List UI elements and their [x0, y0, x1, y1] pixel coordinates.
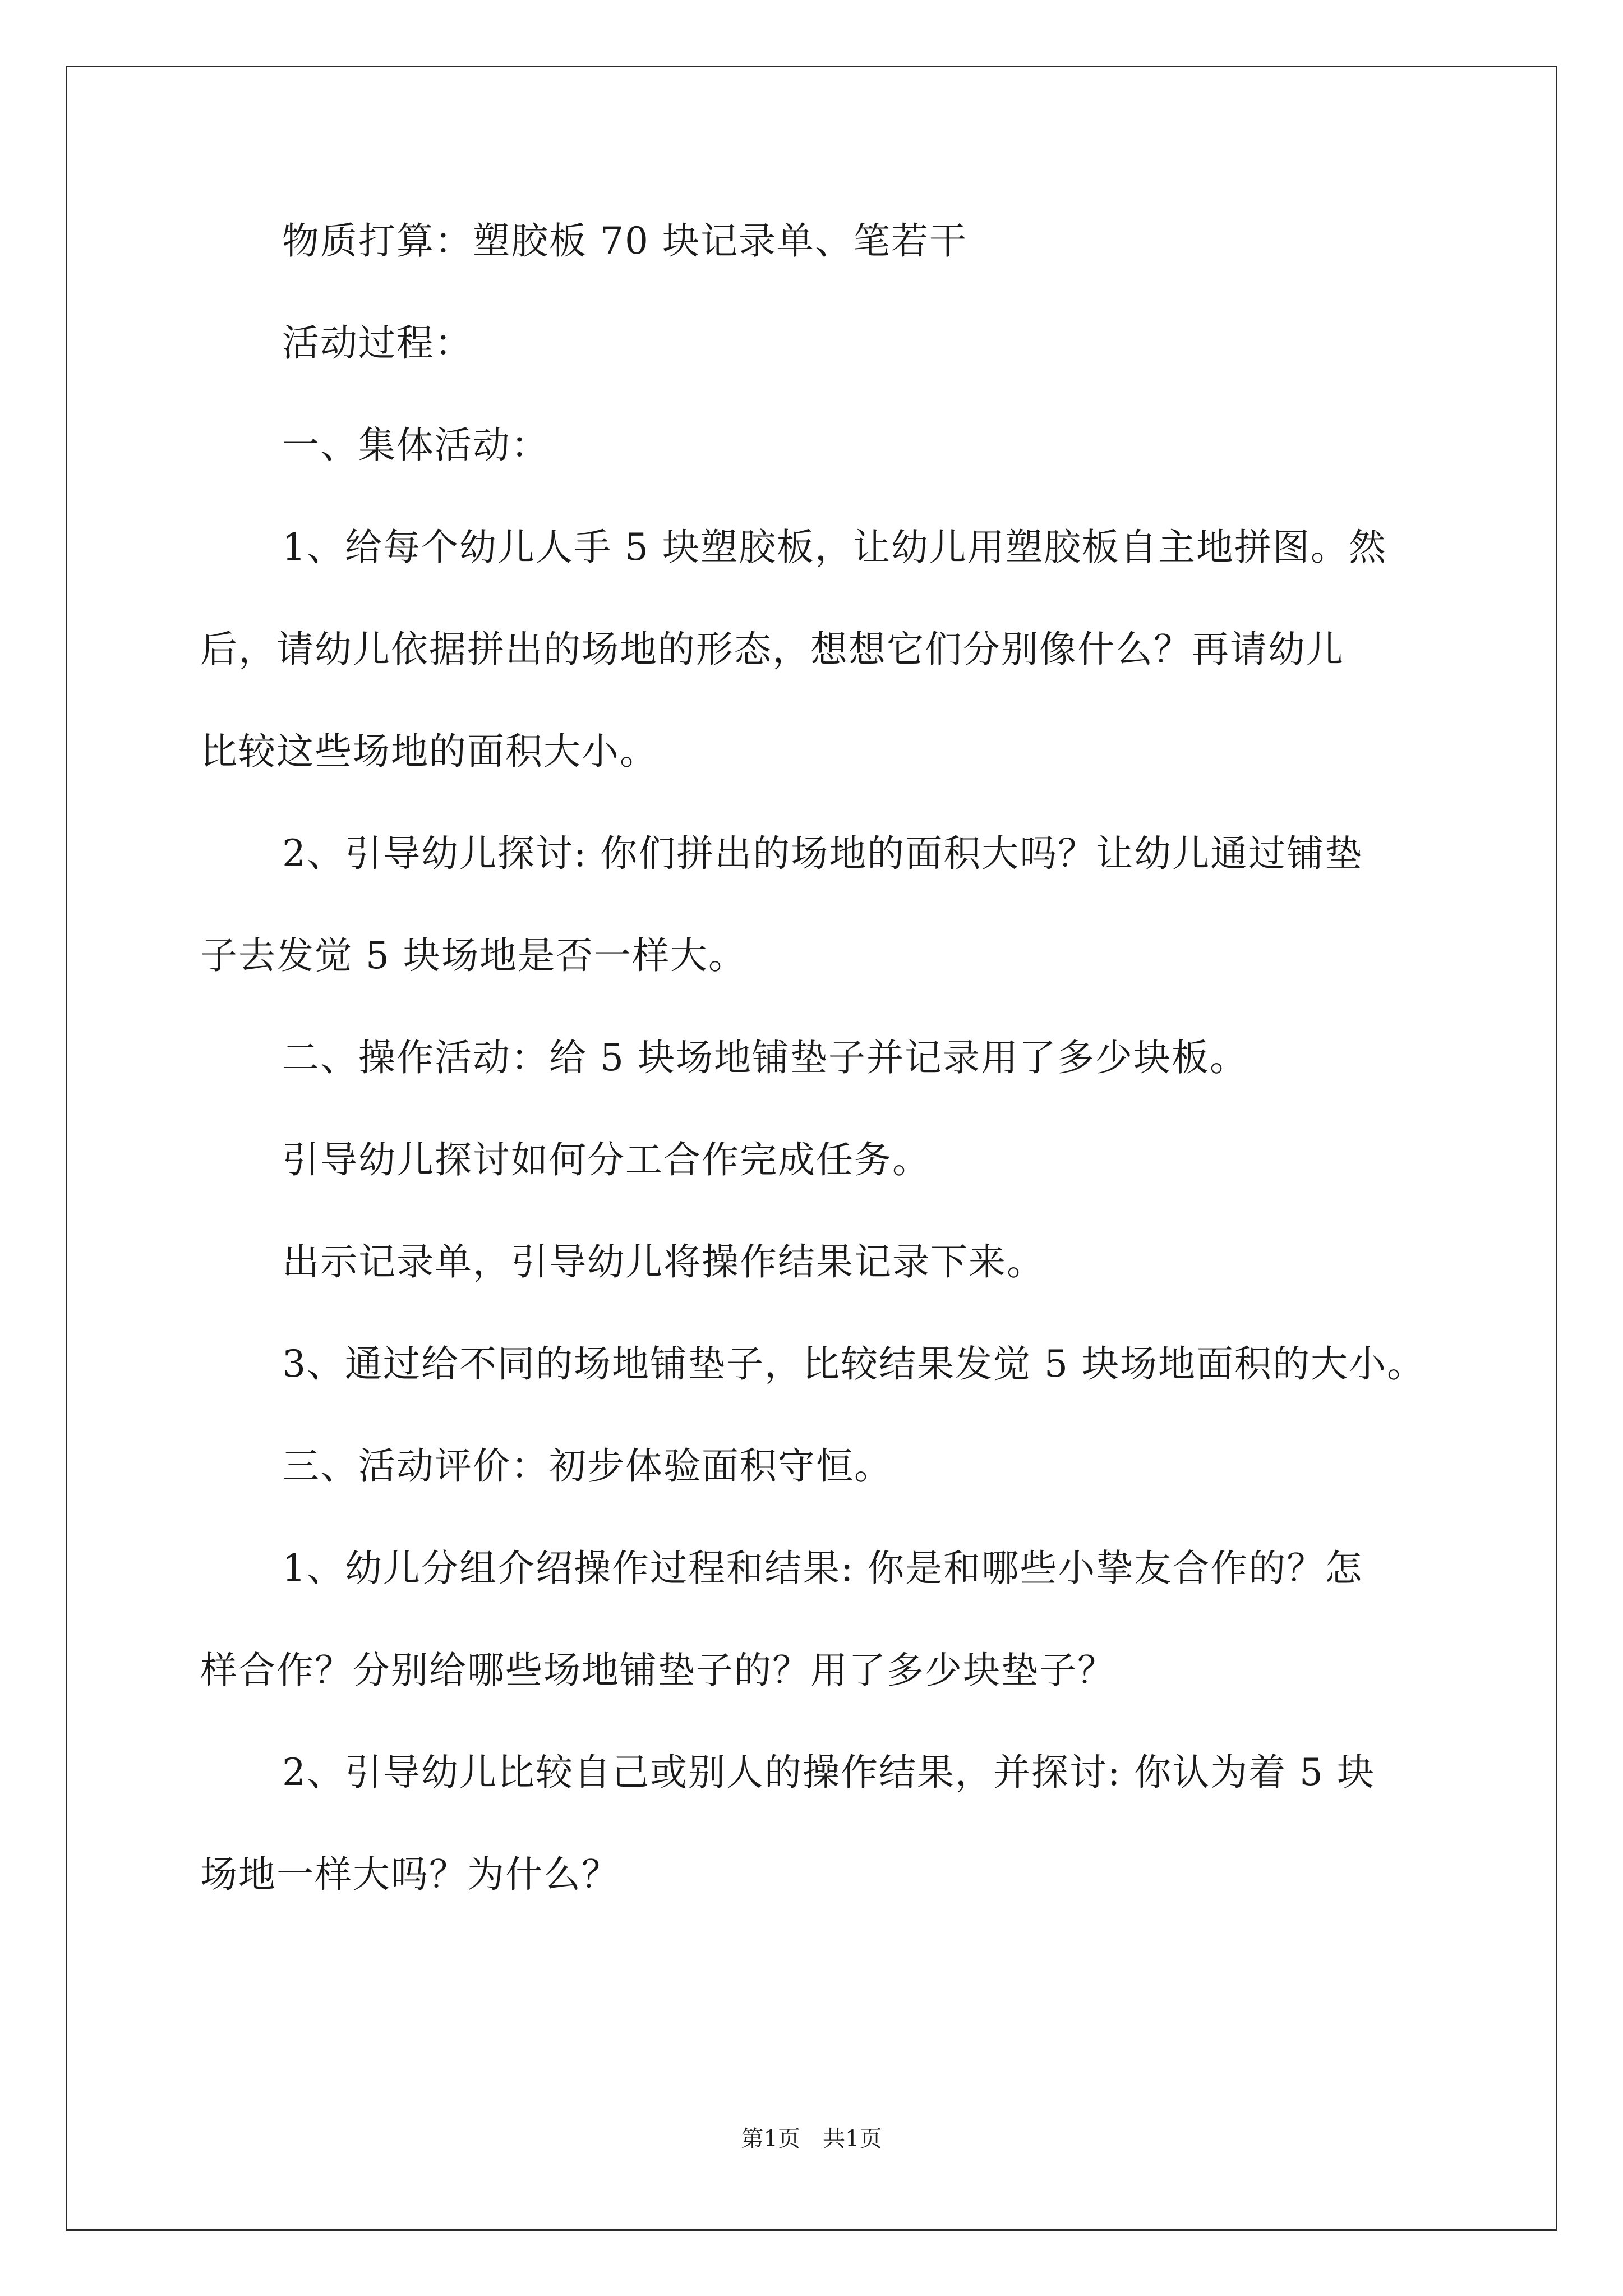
text-line: 样合作？分别给哪些场地铺垫子的？用了多少块垫子？ — [200, 1649, 1115, 1692]
text-line: 后，请幼儿依据拼出的场地的形态，想想它们分别像什么？再请幼儿 — [200, 628, 1344, 671]
text-line: 2、引导幼儿探讨: 你们拼出的场地的面积大吗？让幼儿通过铺垫 — [282, 832, 1363, 875]
text-line: 出示记录单，引导幼儿将操作结果记录下来。 — [282, 1240, 1045, 1283]
text-line: 3、通过给不同的场地铺垫子，比较结果发觉 5 块场地面积的大小。 — [282, 1342, 1425, 1386]
text-line: 2、引导幼儿比较自己或别人的操作结果，并探讨: 你认为着 5 块 — [282, 1751, 1376, 1794]
text-line: 比较这些场地的面积大小。 — [200, 730, 658, 773]
text-line: 场地一样大吗？为什么？ — [200, 1853, 620, 1896]
text-line: 物质打算：塑胶板 70 块记录单、笔若干 — [282, 219, 967, 263]
text-line: 三、活动评价：初步体验面积守恒。 — [282, 1444, 892, 1488]
text-line: 引导幼儿探讨如何分工合作完成任务。 — [282, 1138, 930, 1181]
text-line: 一、集体活动： — [282, 424, 549, 467]
text-line: 1、给每个幼儿人手 5 块塑胶板，让幼儿用塑胶板自主地拼图。然 — [282, 526, 1387, 569]
text-line: 子去发觉 5 块场地是否一样大。 — [200, 934, 746, 977]
text-line: 二、操作活动：给 5 块场地铺垫子并记录用了多少块板。 — [282, 1036, 1248, 1079]
page-footer: 第1页 共1页 — [741, 2126, 882, 2152]
text-line: 活动过程： — [282, 321, 473, 365]
text-line: 1、幼儿分组介绍操作过程和结果: 你是和哪些小挚友合作的？怎 — [282, 1547, 1363, 1590]
